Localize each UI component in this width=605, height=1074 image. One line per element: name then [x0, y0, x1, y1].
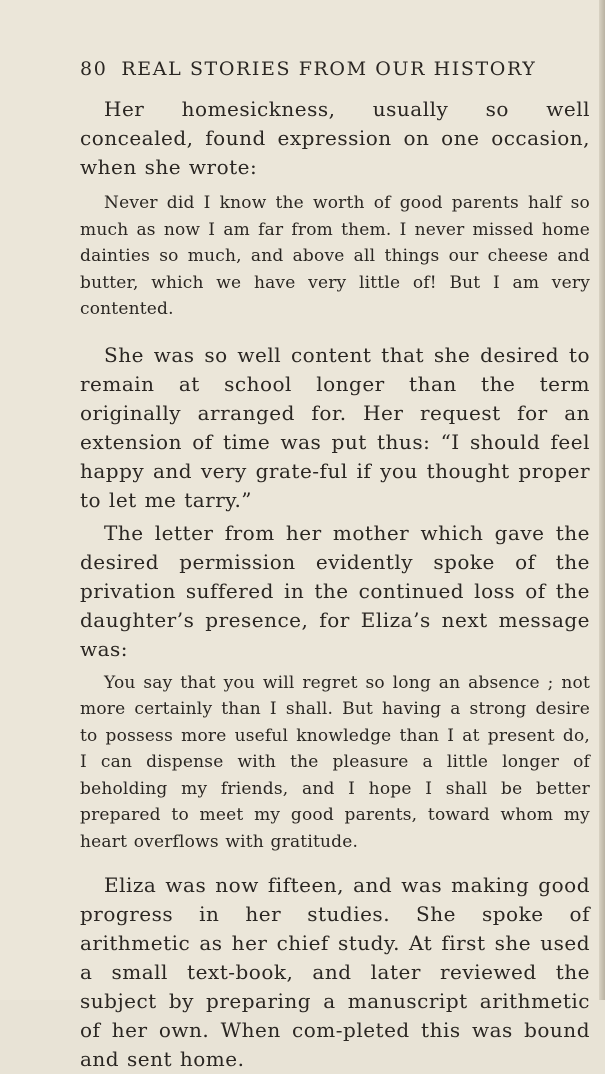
quoted-letter-1: Never did I know the worth of good parents half so much as now I am far from them. I never missed home dainties so much, and above all things our cheese and butter, which we have very little of! But I am very contented. [80, 193, 590, 319]
paragraph-content: She was so well content that she desired to remain at school longer than the term originally arranged for. Her request for an extension of time was put thus: “I should feel happy and very grate-ful if you thought proper to let me tarry.” [80, 342, 590, 512]
page-body [80, 95, 590, 1074]
paragraph-homesickness: Her homesickness, usually so well concealed, found expression on one occasion, when she wrote: [80, 97, 590, 179]
page-edge-shadow [599, 0, 605, 1000]
running-title: REAL STORIES FROM OUR HISTORY [121, 58, 537, 80]
page-number: 80 [80, 58, 108, 80]
paragraph-mother-letter: The letter from her mother which gave the desired permission evidently spoke of the privation suffered in the continued loss of the daughter’s presence, for Eliza’s next message was: [80, 520, 590, 661]
running-header [80, 58, 550, 80]
quoted-letter-2: You say that you will regret so long an absence ; not more certainly than I shall. But having a strong desire to possess more useful knowledge than I at present do, I can dispense with the pleasure a little longer of beholding my friends, and I hope I shall be better prepared to meet my good parents, toward whom my heart overflows with gratitude. [80, 672, 590, 852]
paragraph-studies: Eliza was now fifteen, and was making good progress in her studies. She spoke of arithmetic as her chief study. At first she used a small text-book, and later reviewed the subject by preparing a manuscript arithmetic of her own. When com-pleted this was bound and sent home. [80, 873, 590, 1071]
